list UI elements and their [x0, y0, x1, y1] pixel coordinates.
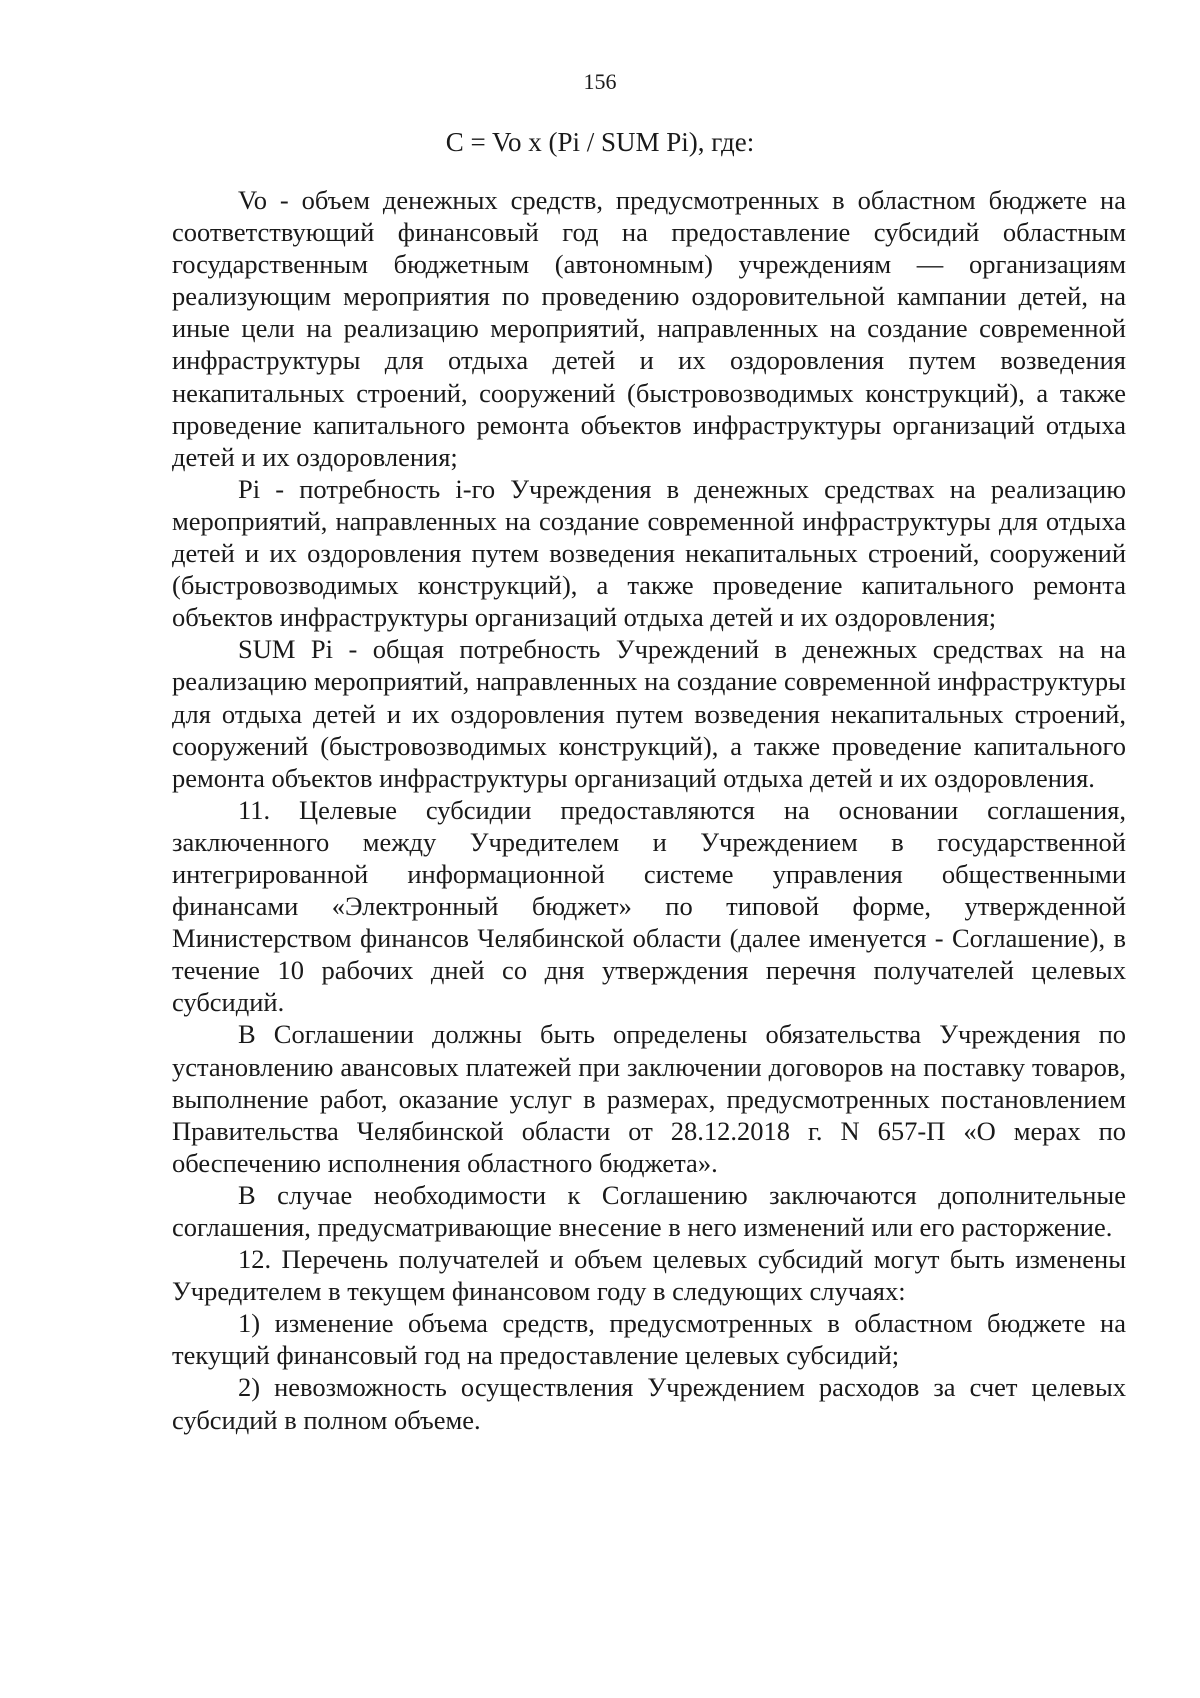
additional-agreements: В случае необходимости к Соглашению заключаются дополнительные соглашения, предусматривающие внесение в него изменений или его расторжение. [172, 1179, 1126, 1242]
page-number: 156 [583, 69, 617, 94]
document-body [172, 184, 1126, 1436]
definition-pi: Pi - потребность i-го Учреждения в денежных средствах на реализацию мероприятий, направленных на создание современной инфраструктуры для отдыха детей и их оздоровления путем возведения некапитальных строений, сооружений (быстровозводимых конструкций), а также проведение капитального ремонта объектов инфраструктуры организаций отдыха детей и их оздоровления; [172, 473, 1126, 633]
agreement-obligations: В Соглашении должны быть определены обязательства Учреждения по установлению авансовых платежей при заключении договоров на поставку товаров, выполнение работ, оказание услуг в размерах, предусмотренных постановлением Правительства Челябинской области от 28.12.2018 г. N 657-П «О мерах по обеспечению исполнения областного бюджета». [172, 1019, 1126, 1178]
clause-11: 11. Целевые субсидии предоставляются на основании соглашения, заключенного между Учредителем и Учреждением в государственной интегрированной информационной системе управления общественными финансами «Электронный бюджет» по типовой форме, утвержденной Министерством финансов Челябинской области (далее именуется - Соглашение), в течение 10 рабочих дней со дня утверждения перечня получателей целевых субсидий. [172, 794, 1126, 1018]
definition-vo: Vo - объем денежных средств, предусмотренных в областном бюджете на соответствующий финансовый год на предоставление субсидий областным государственным бюджетным (автономным) учреждениям — организациям реализующим мероприятия по проведению оздоровительной кампании детей, на иные цели на реализацию мероприятий, направленных на создание современной инфраструктуры для отдыха детей и их оздоровления путем возведения некапитальных строений, сооружений (быстровозводимых конструкций), а также проведение капитального ремонта объектов инфраструктуры организаций отдыха детей и их оздоровления; [172, 185, 1126, 472]
clause-12-item-1: 1) изменение объема средств, предусмотренных в областном бюджете на текущий финансовый год на предоставление целевых субсидий; [172, 1308, 1126, 1371]
definition-sum-pi: SUM Pi - общая потребность Учреждений в денежных средствах на на реализацию мероприятий, направленных на создание современной инфраструктуры для отдыха детей и их оздоровления путем возведения некапитальных строений, сооружений (быстровозводимых конструкций), а также проведение капитального ремонта объектов инфраструктуры организаций отдыха детей и их оздоровления. [172, 634, 1126, 793]
clause-12: 12. Перечень получателей и объем целевых субсидий могут быть изменены Учредителем в текущем финансовом году в следующих случаях: [172, 1244, 1126, 1307]
formula-line: C = Vo x (Pi / SUM Pi), где: [445, 127, 755, 157]
clause-12-item-2: 2) невозможность осуществления Учреждением расходов за счет целевых субсидий в полном объеме. [172, 1372, 1126, 1435]
